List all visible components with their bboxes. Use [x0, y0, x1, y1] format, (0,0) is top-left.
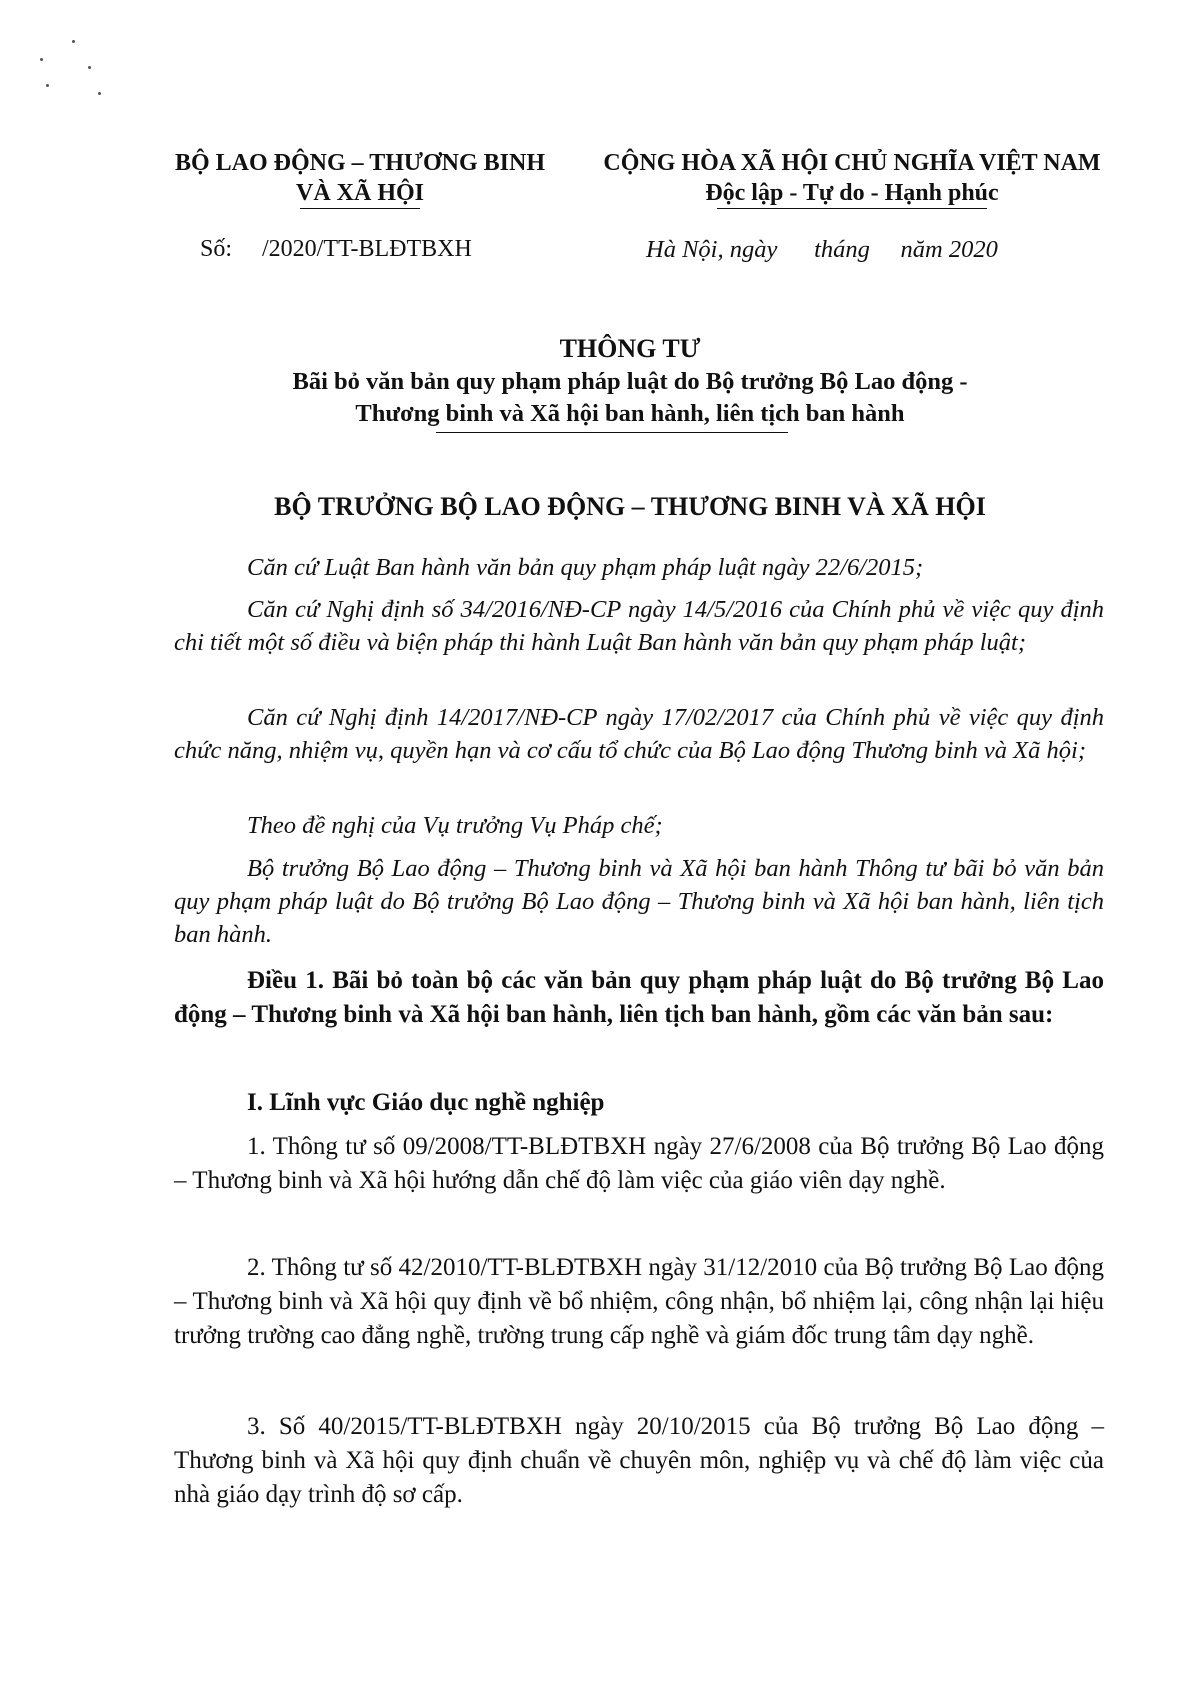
title-underline: [436, 432, 788, 433]
preamble-paragraph: Căn cứ Nghị định 14/2017/NĐ-CP ngày 17/02/2017 của Chính phủ về việc quy định chức năng, nhiệm vụ, quyền hạn và cơ cấu tổ chức của Bộ Lao động Thương binh và Xã hội;: [174, 704, 1104, 764]
ministry-name: [150, 148, 570, 208]
ministry-line-1: BỘ LAO ĐỘNG – THƯƠNG BINH: [174, 150, 546, 176]
issuing-authority: BỘ TRƯỞNG BỘ LAO ĐỘNG – THƯƠNG BINH VÀ XÃ HỘI: [274, 492, 986, 521]
article-1: Điều 1. Bãi bỏ toàn bộ các văn bản quy phạm pháp luật do Bộ trưởng Bộ Lao động – Thương binh và Xã hội ban hành, liên tịch ban hành, gồm các văn bản sau:: [174, 967, 1104, 1028]
republic-name: CỘNG HÒA XÃ HỘI CHỦ NGHĨA VIỆT NAM: [603, 150, 1101, 176]
preamble-paragraph: Căn cứ Luật Ban hành văn bản quy phạm pháp luật ngày 22/6/2015;: [247, 554, 924, 581]
national-motto: Độc lập - Tự do - Hạnh phúc: [705, 180, 999, 206]
document-type: THÔNG TƯ: [559, 334, 701, 363]
motto-underline: [717, 208, 987, 209]
document-number: Số: /2020/TT-BLĐTBXH: [200, 236, 472, 262]
scan-speck: [88, 66, 91, 69]
list-item: 1. Thông tư số 09/2008/TT-BLĐTBXH ngày 27/6/2008 của Bộ trưởng Bộ Lao động – Thương binh và Xã hội hướng dẫn chế độ làm việc của giáo viên dạy nghề.: [174, 1133, 1104, 1194]
preamble-paragraph: Căn cứ Nghị định số 34/2016/NĐ-CP ngày 14/5/2016 của Chính phủ về việc quy định chi tiết một số điều và biện pháp thi hành Luật Ban hành văn bản quy phạm pháp luật;: [174, 596, 1104, 656]
title-line-2: Thương binh và Xã hội ban hành, liên tịch ban hành: [355, 400, 905, 427]
scan-speck: [98, 92, 101, 95]
document-title: [150, 366, 1110, 430]
section-heading: I. Lĩnh vực Giáo dục nghề nghiệp: [247, 1089, 605, 1116]
title-line-1: Bãi bỏ văn bản quy phạm pháp luật do Bộ trưởng Bộ Lao động -: [292, 368, 968, 395]
place-date: Hà Nội, ngày tháng năm 2020: [646, 236, 998, 263]
list-item: 2. Thông tư số 42/2010/TT-BLĐTBXH ngày 31/12/2010 của Bộ trưởng Bộ Lao động – Thương binh và Xã hội quy định về bổ nhiệm, công nhận, bổ nhiệm lại, công nhận lại hiệu trưởng trường cao đẳng nghề, trường trung cấp nghề và giám đốc trung tâm dạy nghề.: [174, 1254, 1104, 1349]
scan-speck: [72, 40, 75, 43]
ministry-line-2: VÀ XÃ HỘI: [295, 180, 424, 206]
list-item: 3. Số 40/2015/TT-BLĐTBXH ngày 20/10/2015 của Bộ trưởng Bộ Lao động – Thương binh và Xã hội quy định chuẩn về chuyên môn, nghiệp vụ và chế độ làm việc của nhà giáo dạy trình độ sơ cấp.: [174, 1413, 1104, 1508]
scan-speck: [40, 58, 43, 61]
republic-header: [592, 148, 1112, 208]
preamble-paragraph: Bộ trưởng Bộ Lao động – Thương binh và Xã hội ban hành Thông tư bãi bỏ văn bản quy phạm pháp luật do Bộ trưởng Bộ Lao động – Thương binh và Xã hội ban hành, liên tịch ban hành.: [174, 855, 1104, 948]
scan-speck: [46, 84, 49, 87]
preamble-paragraph: Theo đề nghị của Vụ trưởng Vụ Pháp chế;: [247, 812, 663, 839]
ministry-underline: [300, 208, 420, 209]
